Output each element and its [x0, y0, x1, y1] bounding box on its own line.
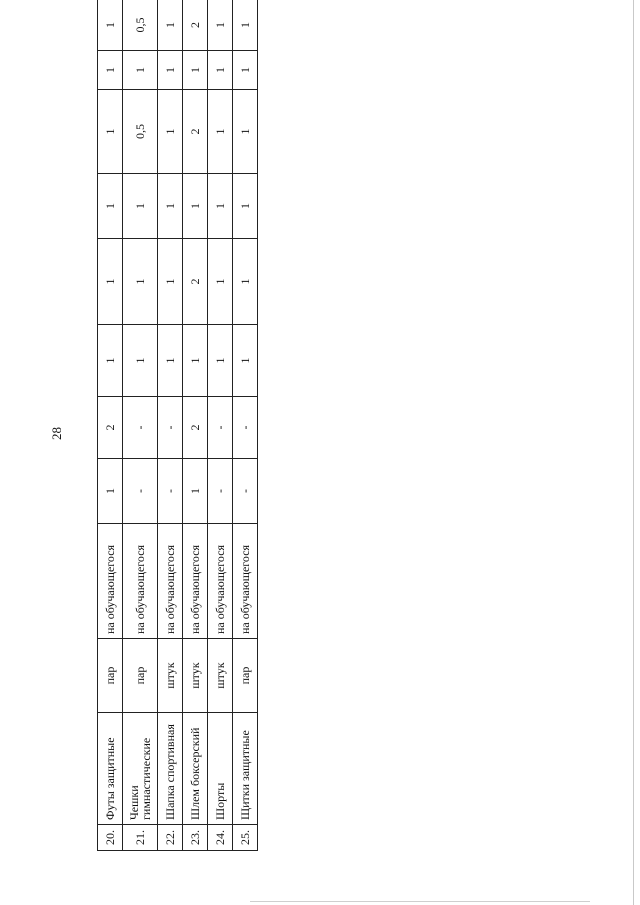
quantity-cell: 1 — [98, 174, 123, 239]
page-number: 28 — [49, 427, 64, 440]
item-name-cell: Шорты — [208, 713, 233, 825]
item-name-cell: Шапка спортивная — [158, 713, 183, 825]
basis-cell: на обучающегося — [233, 524, 258, 639]
table-row — [233, 0, 258, 851]
quantity-cell: 1 — [208, 51, 233, 90]
quantity-cell: 1 — [158, 239, 183, 325]
basis-cell: на обучающегося — [183, 524, 208, 639]
quantity-cell: 1 — [208, 90, 233, 174]
item-name-cell: Шлем боксерский — [183, 713, 208, 825]
quantity-cell: 1 — [123, 51, 158, 90]
quantity-cell: 1 — [158, 51, 183, 90]
row-number-cell: 23. — [183, 825, 208, 851]
quantity-cell: 1 — [183, 51, 208, 90]
quantity-cell: 0,5 — [123, 0, 158, 51]
quantity-cell: 2 — [98, 397, 123, 459]
quantity-cell: 1 — [183, 459, 208, 524]
quantity-cell: 1 — [233, 90, 258, 174]
quantity-cell: 2 — [183, 90, 208, 174]
quantity-cell: 1 — [233, 51, 258, 90]
table-row — [183, 0, 208, 851]
basis-cell: на обучающегося — [98, 524, 123, 639]
page-edge-bottom — [250, 901, 590, 902]
quantity-cell: - — [233, 459, 258, 524]
quantity-cell: 1 — [158, 325, 183, 397]
item-name-cell: Футы защитные — [98, 713, 123, 825]
basis-cell: на обучающегося — [123, 524, 158, 639]
quantity-cell: 1 — [123, 325, 158, 397]
quantity-cell: 1 — [98, 325, 123, 397]
item-name-cell: Чешки гимнастические — [123, 713, 158, 825]
quantity-cell: 1 — [233, 239, 258, 325]
unit-cell: штук — [208, 639, 233, 713]
quantity-cell: - — [158, 397, 183, 459]
quantity-cell: 1 — [123, 174, 158, 239]
equipment-table — [97, 0, 258, 851]
table-row — [158, 0, 183, 851]
quantity-cell: 1 — [158, 90, 183, 174]
page-edge-right — [633, 0, 634, 905]
quantity-cell: 1 — [208, 0, 233, 51]
unit-cell: пар — [123, 639, 158, 713]
quantity-cell: - — [208, 397, 233, 459]
quantity-cell: 2 — [183, 397, 208, 459]
quantity-cell: 1 — [208, 239, 233, 325]
row-number-cell: 25. — [233, 825, 258, 851]
row-number-cell: 24. — [208, 825, 233, 851]
quantity-cell: 1 — [98, 51, 123, 90]
quantity-cell: 1 — [183, 174, 208, 239]
quantity-cell: 1 — [98, 239, 123, 325]
quantity-cell: 2 — [183, 0, 208, 51]
quantity-cell: 1 — [233, 0, 258, 51]
unit-cell: штук — [158, 639, 183, 713]
row-number-cell: 21. — [123, 825, 158, 851]
equipment-table-rotated — [97, 17, 252, 851]
quantity-cell: - — [158, 459, 183, 524]
table-row — [98, 0, 123, 851]
quantity-cell: 1 — [208, 325, 233, 397]
quantity-cell: 2 — [183, 239, 208, 325]
quantity-cell: 1 — [183, 325, 208, 397]
quantity-cell: 0,5 — [123, 90, 158, 174]
basis-cell: на обучающегося — [208, 524, 233, 639]
quantity-cell: 1 — [158, 0, 183, 51]
quantity-cell: 1 — [158, 174, 183, 239]
unit-cell: штук — [183, 639, 208, 713]
quantity-cell: 1 — [233, 325, 258, 397]
quantity-cell: - — [123, 459, 158, 524]
quantity-cell: 1 — [98, 90, 123, 174]
unit-cell: пар — [233, 639, 258, 713]
quantity-cell: - — [123, 397, 158, 459]
quantity-cell: 1 — [233, 174, 258, 239]
item-name-cell: Щитки защитные — [233, 713, 258, 825]
quantity-cell: 1 — [98, 459, 123, 524]
quantity-cell: - — [233, 397, 258, 459]
table-row — [208, 0, 233, 851]
quantity-cell: 1 — [208, 174, 233, 239]
quantity-cell: 1 — [98, 0, 123, 51]
unit-cell: пар — [98, 639, 123, 713]
basis-cell: на обучающегося — [158, 524, 183, 639]
row-number-cell: 20. — [98, 825, 123, 851]
row-number-cell: 22. — [158, 825, 183, 851]
quantity-cell: 1 — [123, 239, 158, 325]
table-row — [123, 0, 158, 851]
quantity-cell: - — [208, 459, 233, 524]
